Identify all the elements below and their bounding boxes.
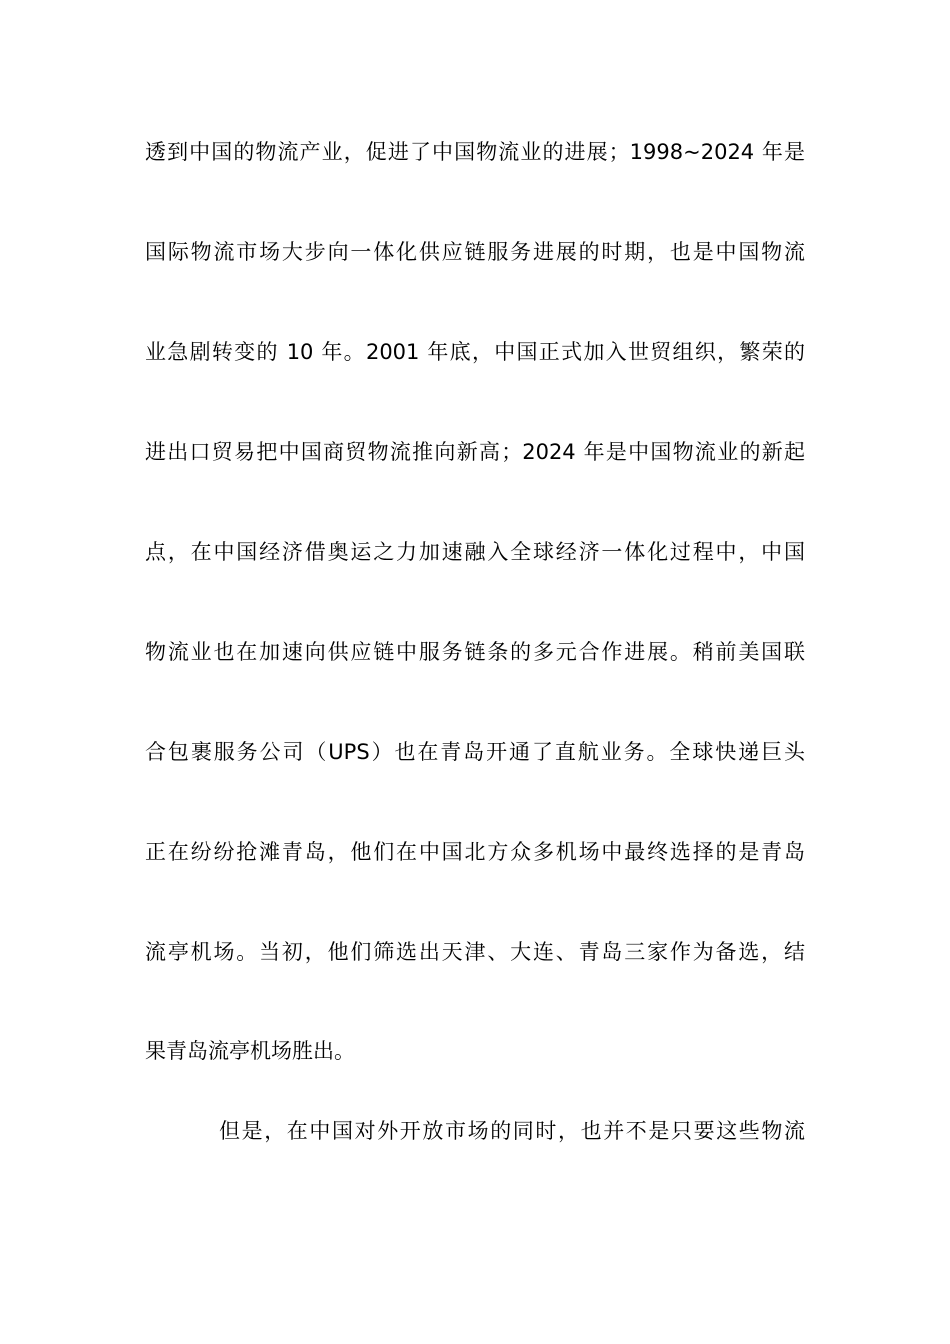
paragraph-line: 流亭机场。当初，他们筛选出天津、大连、青岛三家作为备选，结 (145, 940, 805, 964)
paragraph-line: 进出口贸易把中国商贸物流推向新高；2024 年是中国物流业的新起 (145, 440, 805, 464)
paragraph-line: 物流业也在加速向供应链中服务链条的多元合作进展。稍前美国联 (145, 640, 805, 664)
new-paragraph-line: 但是，在中国对外开放市场的同时，也并不是只要这些物流 (219, 1119, 805, 1143)
paragraph-end-line: 果青岛流亭机场胜出。 (145, 1039, 355, 1063)
paragraph-line: 国际物流市场大步向一体化供应链服务进展的时期，也是中国物流 (145, 240, 805, 264)
paragraph-line: 正在纷纷抢滩青岛，他们在中国北方众多机场中最终选择的是青岛 (145, 840, 805, 864)
paragraph-line: 点，在中国经济借奥运之力加速融入全球经济一体化过程中，中国 (145, 540, 805, 564)
paragraph-line: 业急剧转变的 10 年。2001 年底，中国正式加入世贸组织，繁荣的 (145, 340, 805, 364)
paragraph-line: 透到中国的物流产业，促进了中国物流业的进展；1998~2024 年是 (145, 140, 805, 164)
paragraph-line: 合包裹服务公司（UPS）也在青岛开通了直航业务。全球快递巨头 (145, 740, 805, 764)
